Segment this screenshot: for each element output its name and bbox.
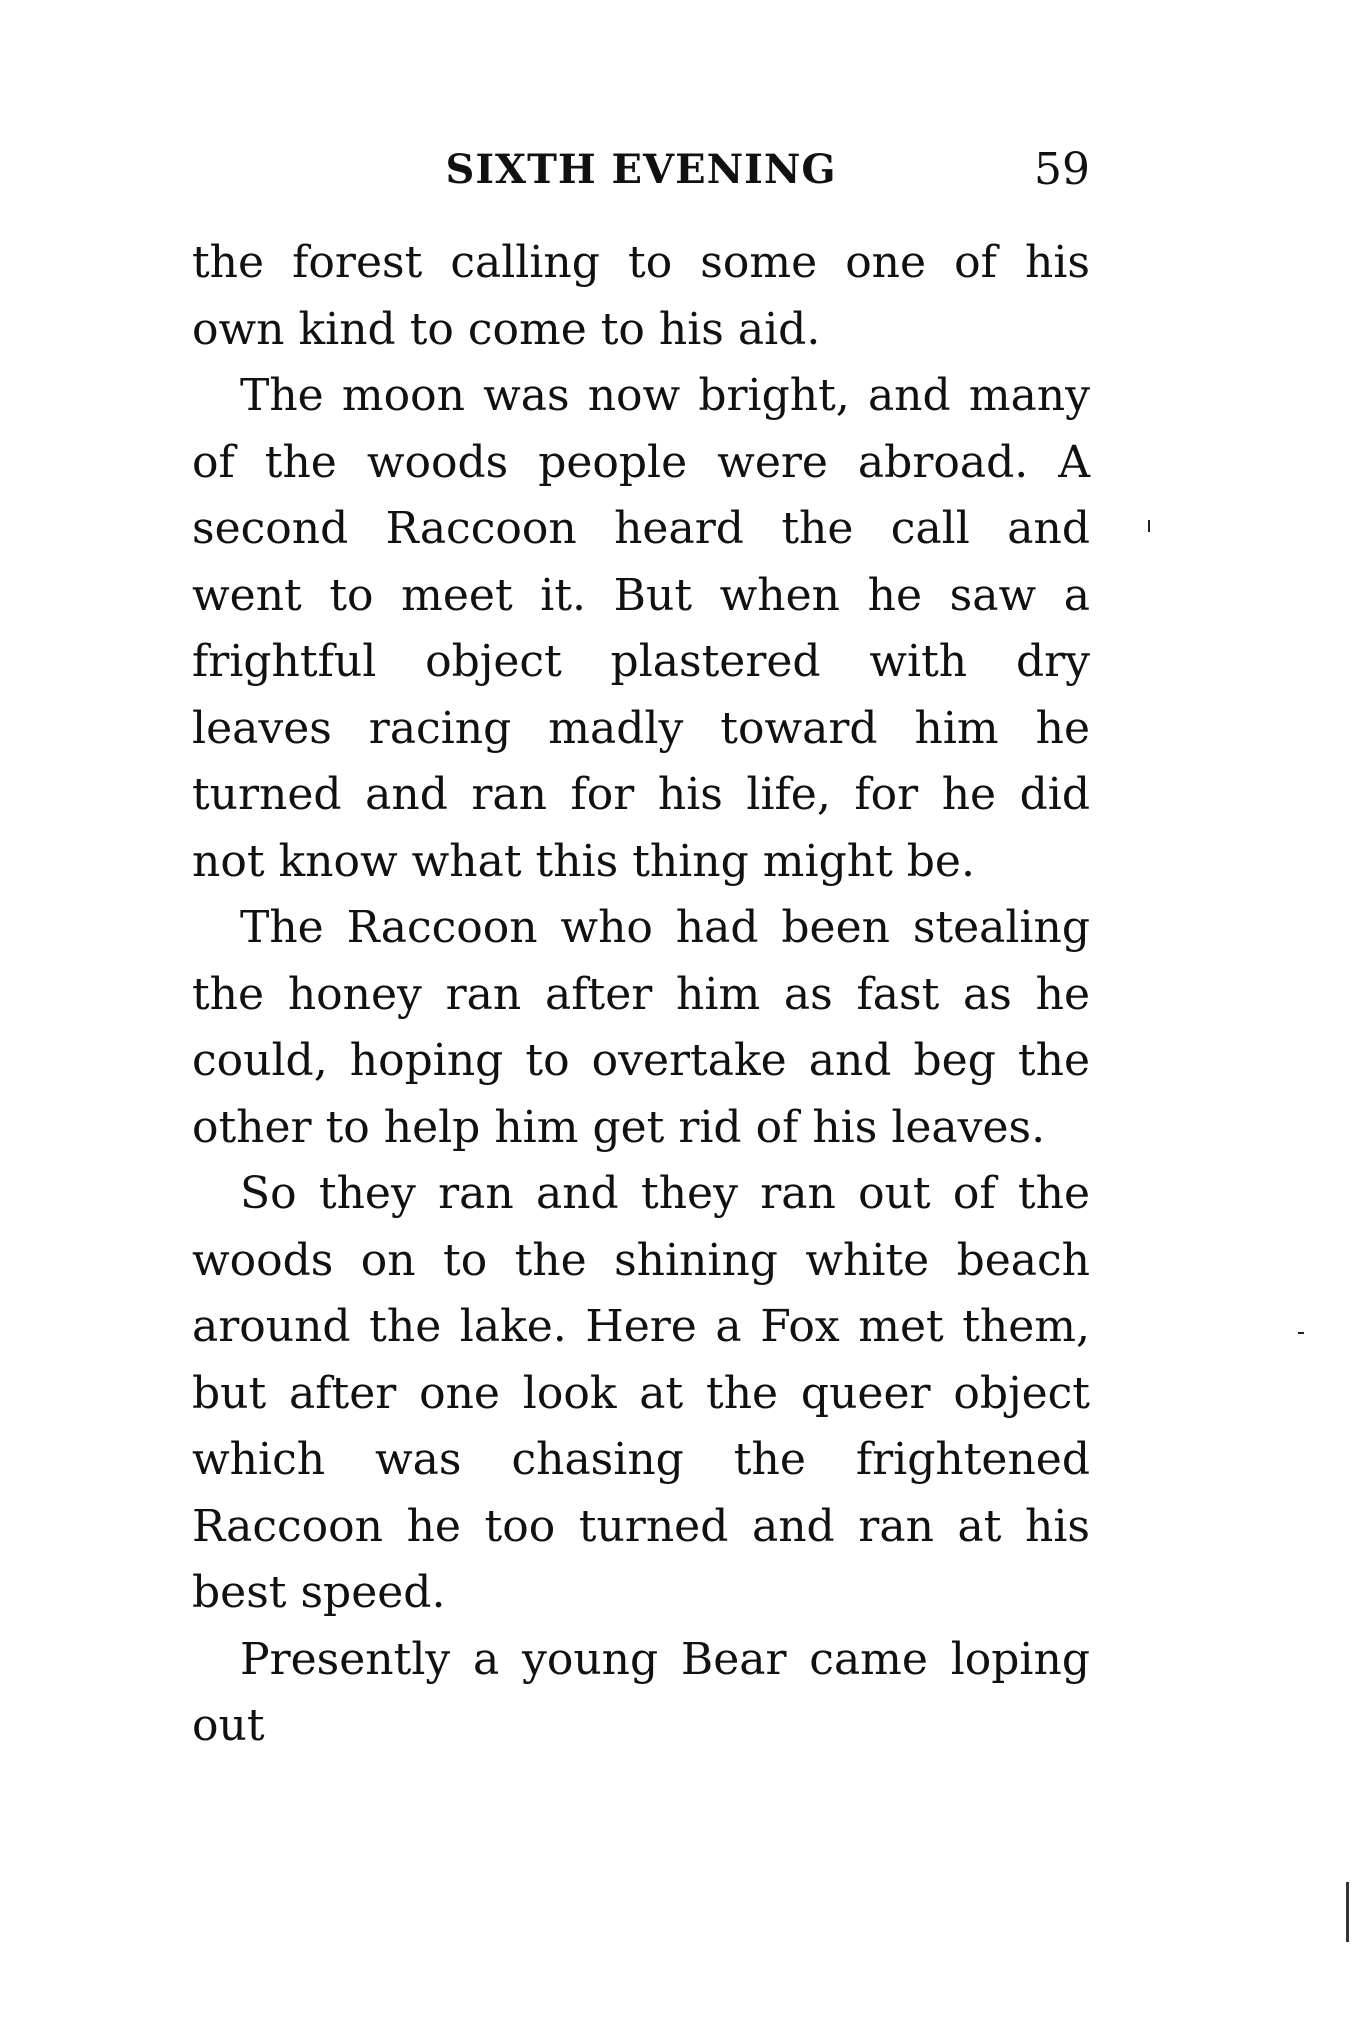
paragraph-1: the forest calling to some one of his own kind to come to his aid. bbox=[192, 237, 1090, 355]
page-header bbox=[192, 140, 1090, 200]
scan-speck-3 bbox=[1346, 1882, 1349, 1942]
paragraph-5: Presently a young Bear came loping out bbox=[192, 1633, 1090, 1751]
scan-speck-2 bbox=[1298, 1332, 1304, 1334]
running-head: SIXTH EVENING bbox=[445, 146, 837, 193]
body-text bbox=[192, 230, 1090, 1760]
paragraph-2: The moon was now bright, and many of the woods people were abroad. A second Raccoon heard the call and went to meet it. But when he saw a frightful object plastered with dry leaves racing madly toward him he turned and ran for his life, for he did not know what this thing might be. bbox=[192, 370, 1090, 887]
paragraph-3: The Raccoon who had been stealing the honey ran after him as fast as he could, hoping to overtake and beg the other to help him get rid of his leaves. bbox=[192, 902, 1090, 1153]
page-number: 59 bbox=[1034, 144, 1090, 195]
scan-speck-1 bbox=[1148, 520, 1150, 532]
paragraph-4: So they ran and they ran out of the woods on to the shining white beach around the lake. Here a Fox met them, but after one look at the queer object which was chasing the frightened Raccoon he too turned and ran at his best speed. bbox=[192, 1168, 1090, 1618]
